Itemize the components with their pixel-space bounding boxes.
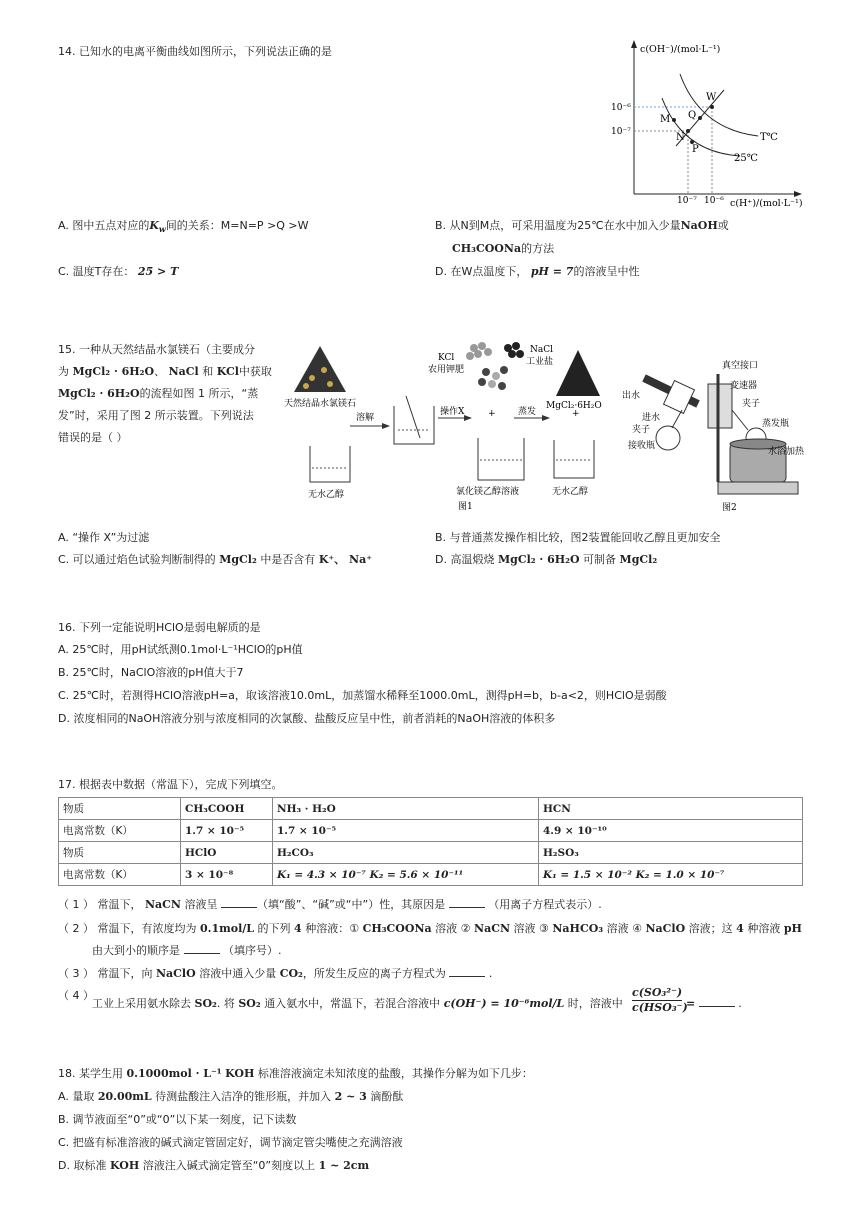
table-row	[59, 842, 803, 864]
q16-option-b: B. 25℃时，NaClO溶液的pH值大于7	[58, 666, 244, 679]
q17-fraction	[632, 986, 688, 1015]
fraction-numerator: c(SO₃²⁻)	[632, 986, 683, 999]
table-row	[59, 798, 803, 820]
q17-sub-2: （ 2 ） 常温下，有浓度均为 0.1mol/L 的下列 4 种溶液：① CH₃COONa 溶液 ② NaCN 溶液 ③ NaHCO₃ 溶液 ④ NaClO 溶液；这 4 种溶液 pH	[58, 922, 802, 935]
solution-label: 氯化镁乙醇溶液	[456, 487, 520, 497]
graph-y-arrow	[631, 40, 637, 48]
evap-label: 蒸发	[518, 407, 537, 417]
x-tick-1e-6: 10⁻⁶	[704, 196, 724, 206]
point-M	[672, 118, 676, 122]
plus-2: +	[572, 409, 580, 419]
curve-T	[680, 74, 758, 136]
table-cell: K₁ = 4.3 × 10⁻⁷ K₂ = 5.6 × 10⁻¹¹	[273, 864, 539, 886]
q15-option-c: C. 可以通过焰色试验判断制得的 MgCl₂ 中是否含有 K⁺、 Na⁺	[58, 553, 372, 566]
table-cell: 物质	[59, 798, 181, 820]
q16-stem: 16. 下列一定能说明HClO是弱电解质的是	[58, 621, 261, 634]
q17-sub-4-answer: = .	[686, 997, 742, 1010]
kcl-sub-label: 农用钾肥	[428, 365, 465, 375]
bath-label: 水浴加热	[768, 447, 805, 457]
table-cell: K₁ = 1.5 × 10⁻² K₂ = 1.0 × 10⁻⁷	[539, 864, 803, 886]
q15-stem-line2: 为 MgCl₂ · 6H₂O、 NaCl 和 KCl中获取	[58, 365, 272, 378]
table-cell: 3 × 10⁻⁸	[181, 864, 273, 886]
ethanol-2-label: 无水乙醇	[552, 487, 589, 497]
table-cell: HClO	[181, 842, 273, 864]
q17-sub-4-num: （ 4 ）	[58, 989, 94, 1002]
q18-step-b: B. 调节液面至“0”或“0”以下某一刻度，记下读数	[58, 1113, 297, 1126]
table-cell: 1.7 × 10⁻⁵	[273, 820, 539, 842]
beaker-1	[310, 446, 350, 482]
mineral-pile	[294, 346, 346, 392]
table-cell: H₂CO₃	[273, 842, 539, 864]
q14-stem: 14. 已知水的电离平衡曲线如图所示，下列说法正确的是	[58, 45, 332, 58]
table-row	[59, 864, 803, 886]
answer-blank[interactable]	[449, 966, 485, 977]
kcl-label: KCl	[438, 353, 455, 363]
q16-option-c: C. 25℃时，若测得HClO溶液pH=a，取该溶液10.0mL，加蒸馏水稀释至1000.0mL，测得pH=b，b-a<2，则HClO是弱酸	[58, 689, 667, 702]
q15-stem-line5: 错误的是（ ）	[58, 431, 128, 444]
q15-option-b: B. 与普通蒸发操作相比较，图2装置能回收乙醇且更加安全	[435, 531, 721, 544]
q17-table	[58, 797, 803, 886]
q15-option-d: D. 高温煅烧 MgCl₂ · 6H₂O 可制备 MgCl₂	[435, 553, 658, 566]
evap-flask-label: 蒸发瓶	[762, 419, 790, 429]
dissolve-label: 溶解	[356, 413, 375, 423]
fig2-label: 图2	[722, 503, 737, 513]
label-25: 25℃	[734, 153, 758, 164]
point-N	[686, 129, 690, 133]
y-tick-1e-7: 10⁻⁷	[611, 127, 631, 137]
table-cell: HCN	[539, 798, 803, 820]
fig1-label: 图1	[458, 502, 473, 512]
plus-1: +	[488, 409, 496, 419]
q18-stem: 18. 某学生用 0.1000mol · L⁻¹ KOH 标准溶液滴定未知浓度的盐酸，其操作分解为如下几步：	[58, 1067, 533, 1080]
beaker-2	[394, 406, 434, 444]
q14-option-b: B. 从N到M点，可采用温度为25℃在水中加入少量NaOH或	[435, 219, 729, 232]
table-cell: 4.9 × 10⁻¹⁰	[539, 820, 803, 842]
out-water-label: 出水	[622, 391, 641, 401]
q17-sub-4: 工业上采用氨水除去 SO₂. 将 SO₂ 通入氨水中，常温下，若混合溶液中 c(OH⁻) = 10⁻⁶mol/L 时，溶液中	[92, 997, 623, 1010]
table-cell: 电离常数（K）	[59, 820, 181, 842]
q14-option-b-line2: CH₃COONa的方法	[452, 242, 555, 255]
clamp2-label: 夹子	[632, 425, 651, 435]
table-row	[59, 820, 803, 842]
graph-xlabel: c(H⁺)/(mol·L⁻¹)	[730, 198, 803, 209]
opx-label: 操作X	[440, 407, 465, 417]
table-cell: 1.7 × 10⁻⁵	[181, 820, 273, 842]
q15-figure-2	[618, 344, 818, 514]
label-Q: Q	[688, 110, 697, 121]
beaker-3	[478, 438, 524, 480]
answer-blank[interactable]	[449, 897, 485, 908]
graph-ylabel: c(OH⁻)/(mol·L⁻¹)	[640, 44, 721, 55]
label-M: M	[660, 114, 671, 125]
q14-option-a: A. 图中五点对应的$K_w$间的关系：M=N=P >Q >W	[58, 219, 309, 235]
product-pile	[556, 350, 600, 396]
stir-rod	[406, 396, 420, 438]
q16-option-d: D. 浓度相同的NaOH溶液分别与浓度相同的次氯酸、盐酸反应呈中性，前者消耗的NaOH溶液的体积多	[58, 712, 556, 725]
q15-stem-line3: MgCl₂ · 6H₂O的流程如图 1 所示，“蒸	[58, 387, 259, 400]
in-water-label: 进水	[642, 413, 661, 423]
product-label: MgCl₂·6H₂O	[546, 401, 602, 411]
q14-graph	[608, 34, 818, 212]
label-N: N	[676, 132, 685, 143]
answer-blank[interactable]	[221, 897, 257, 908]
q15-stem-line4: 发”时，采用了图 2 所示装置。下列说法	[58, 409, 254, 422]
clamp1-label: 夹子	[742, 399, 761, 409]
q14-option-c: C. 温度T存在： 25 > T	[58, 265, 179, 278]
curve-25	[662, 98, 740, 156]
receiver-label: 接收瓶	[628, 441, 656, 451]
point-W	[710, 105, 714, 109]
label-W: W	[706, 92, 717, 103]
nacl-pile	[504, 342, 524, 358]
x-tick-1e-7: 10⁻⁷	[677, 196, 697, 206]
q15-stem-line1: 15. 一种从天然结晶水氯镁石（主要成分	[58, 343, 255, 356]
table-cell: 电离常数（K）	[59, 864, 181, 886]
kcl-pile	[466, 342, 492, 360]
q16-option-a: A. 25℃时，用pH试纸测0.1mol·L⁻¹HClO的pH值	[58, 643, 303, 656]
graph-x-arrow	[794, 191, 802, 197]
table-cell: CH₃COOH	[181, 798, 273, 820]
answer-blank[interactable]	[184, 943, 220, 954]
table-cell: NH₃ · H₂O	[273, 798, 539, 820]
q17-stem: 17. 根据表中数据（常温下），完成下列填空。	[58, 778, 283, 791]
q17-sub-3: （ 3 ） 常温下，向 NaClO 溶液中通入少量 CO₂，所发生反应的离子方程式为 .	[58, 967, 493, 980]
table-cell: 物质	[59, 842, 181, 864]
nacl-sub-label: 工业盐	[526, 357, 554, 367]
q18-step-a: A. 量取 20.00mL 待测盐酸注入洁净的锥形瓶，并加入 2 ~ 3 滴酚酞	[58, 1090, 404, 1103]
answer-blank[interactable]	[699, 996, 735, 1007]
reducer-label: 变速器	[730, 381, 758, 391]
rotary-evaporator	[644, 374, 798, 494]
fraction-denominator: c(HSO₃⁻)	[632, 1001, 688, 1014]
point-Q	[698, 116, 702, 120]
mineral-label: 天然结晶水氯镁石	[284, 399, 357, 409]
vacuum-label: 真空接口	[722, 361, 759, 371]
beaker-4	[554, 440, 594, 478]
q15-option-a: A. “操作 X”为过滤	[58, 531, 150, 544]
mixture-pile	[478, 366, 508, 390]
nacl-label: NaCl	[530, 345, 554, 355]
label-T: T℃	[760, 132, 778, 143]
q14-option-d: D. 在W点温度下， pH = 7的溶液呈中性	[435, 265, 640, 278]
table-cell: H₂SO₃	[539, 842, 803, 864]
ethanol-1-label: 无水乙醇	[308, 490, 345, 500]
q15-figure-1	[282, 334, 612, 514]
q17-sub-2-line2: 由大到小的顺序是 （填序号）.	[92, 944, 282, 957]
q17-sub-1: （ 1 ） 常温下， NaCN 溶液呈 （填“酸”、“碱”或“中”）性，其原因是 （用离子方程式表示）.	[58, 898, 602, 911]
q18-step-c: C. 把盛有标准溶液的碱式滴定管固定好，调节滴定管尖嘴使之充满溶液	[58, 1136, 403, 1149]
y-tick-1e-6: 10⁻⁶	[611, 103, 631, 113]
label-P: P	[692, 144, 699, 155]
q18-step-d: D. 取标准 KOH 溶液注入碱式滴定管至“0”刻度以上 1 ~ 2cm	[58, 1159, 370, 1172]
